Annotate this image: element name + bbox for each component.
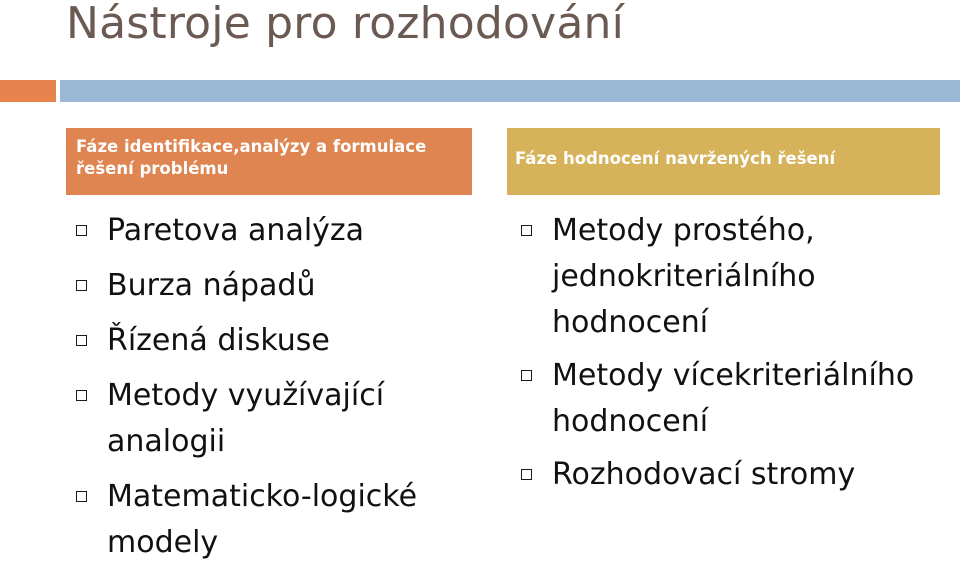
list-item — [70, 263, 470, 309]
hollow-square-bullet-icon — [521, 469, 532, 480]
hollow-square-bullet-icon — [76, 491, 87, 502]
list-item — [70, 474, 470, 566]
list-item-label: Rozhodovací stromy — [552, 457, 856, 492]
list-item — [70, 373, 470, 465]
hollow-square-bullet-icon — [76, 390, 87, 401]
list-item — [515, 353, 945, 445]
list-item-label: Metody prostého, jednokriteriálního hodnocení — [552, 213, 816, 340]
hollow-square-bullet-icon — [76, 335, 87, 346]
hollow-square-bullet-icon — [521, 225, 532, 236]
list-item-label: Metody vícekriteriálního hodnocení — [552, 358, 915, 439]
hollow-square-bullet-icon — [76, 280, 87, 291]
list-item — [70, 208, 470, 254]
slide-title: Nástroje pro rozhodování — [66, 0, 625, 49]
left-column-list — [70, 208, 470, 575]
list-item-label: Řízená diskuse — [107, 323, 330, 358]
right-column-list — [515, 208, 945, 498]
list-item — [515, 208, 945, 346]
right-column-header: Fáze hodnocení navržených řešení — [507, 128, 940, 195]
title-rule-accent — [0, 80, 56, 102]
left-column-header: Fáze identifikace,analýzy a formulace řešení problému — [66, 128, 472, 195]
list-item-label: Paretova analýza — [107, 213, 365, 248]
hollow-square-bullet-icon — [521, 370, 532, 381]
list-item-label: Matematicko-logické modely — [107, 479, 418, 560]
list-item-label: Burza nápadů — [107, 268, 316, 303]
list-item-label: Metody využívající analogii — [107, 378, 385, 459]
list-item — [70, 318, 470, 364]
hollow-square-bullet-icon — [76, 225, 87, 236]
list-item — [515, 452, 945, 498]
title-rule-bar — [60, 80, 960, 102]
